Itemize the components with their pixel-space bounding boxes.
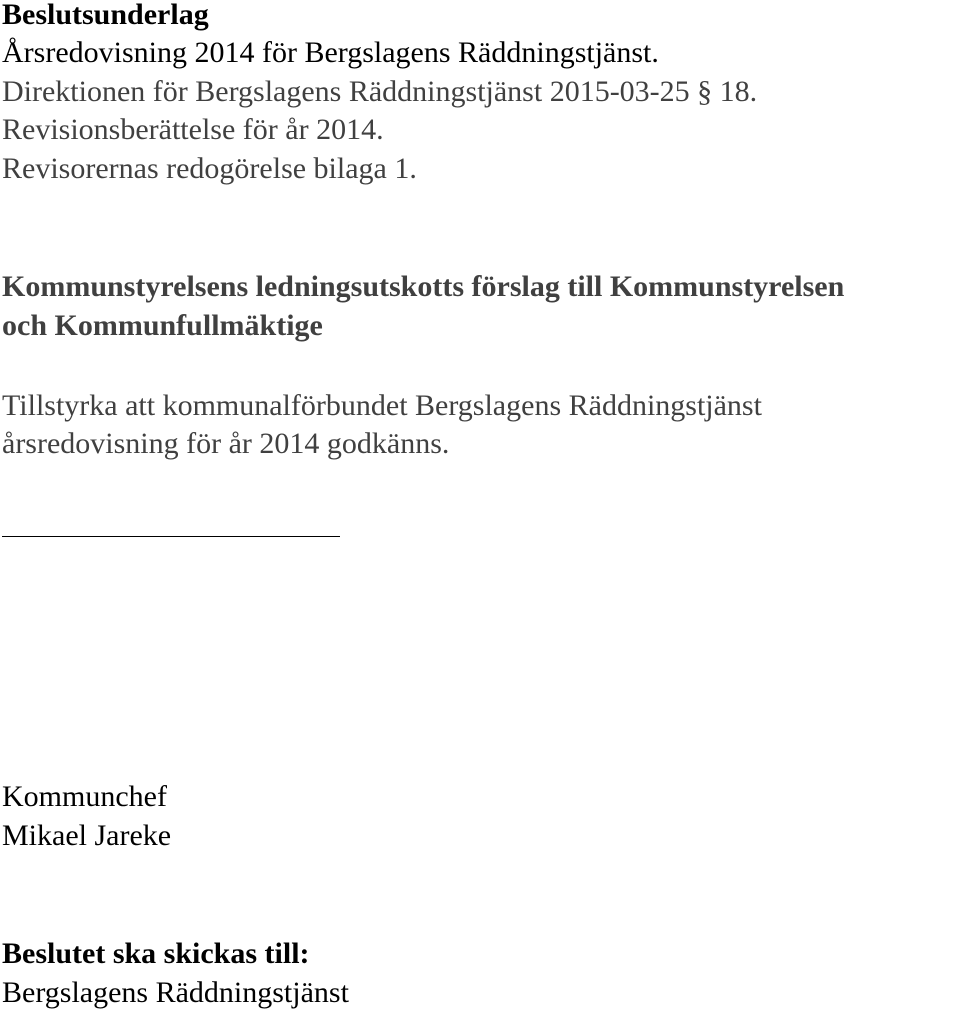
document-title: Beslutsunderlag xyxy=(2,0,209,31)
signature-line xyxy=(2,536,340,537)
proposal-heading-line1: Kommunstyrelsens ledningsutskotts förslag till Kommunstyrelsen xyxy=(2,270,845,303)
proposal-text-line1: Tillstyrka att kommunalförbundet Bergslagens Räddningstjänst xyxy=(2,389,762,422)
proposal-heading-line2: och Kommunfullmäktige xyxy=(2,309,323,342)
basis-item-directorate: Direktionen för Bergslagens Räddningstjänst 2015-03-25 § 18. xyxy=(2,75,758,108)
distribution-recipient: Bergslagens Räddningstjänst xyxy=(2,976,349,1009)
proposal-text-line2: årsredovisning för år 2014 godkänns. xyxy=(2,427,450,460)
basis-item-auditors-statement: Revisorernas redogörelse bilaga 1. xyxy=(2,152,417,185)
basis-item-audit-report: Revisionsberättelse för år 2014. xyxy=(2,113,384,146)
basis-item-annual-report: Årsredovisning 2014 för Bergslagens Räddningstjänst. xyxy=(2,36,659,69)
distribution-heading: Beslutet ska skickas till: xyxy=(2,937,310,970)
signature-name: Mikael Jareke xyxy=(2,819,172,852)
signature-role: Kommunchef xyxy=(2,780,167,813)
